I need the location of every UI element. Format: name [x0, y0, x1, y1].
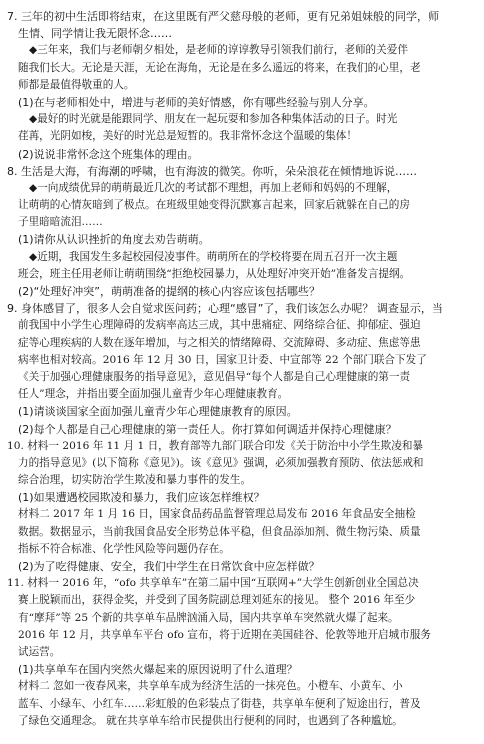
material-line: 了绿色交通理念。 就在共享单车给市民提供出行便利的同时，也遇到了各种尴尬。	[18, 714, 403, 727]
sub-question: (2)每个人都是自己心理健康的第一责任人。你打算如何调适并保持心理健康？	[18, 422, 397, 436]
material-line: 子里暗暗流泪……	[18, 216, 103, 229]
material-line: 随我们长大。无论是天涯，无论在海角，无论是在多么遥远的将来，在我们的心里，老	[18, 61, 421, 74]
material-line: 师都是最值得敬重的人。	[18, 78, 135, 91]
question-stem-line: 9. 身体感冒了，很多人会自觉求医问药；心理“感冒”了，我们该怎么办呢？ 调查显示，当	[7, 302, 443, 316]
material-line: 有“摩拜”等 25 个新的共享单车品牌汹涌入局，国内共享单车突然就火爆了起来。	[18, 611, 399, 624]
material-line: 任人”理念，并指出要全面加强儿童青少年心理健康教育。	[18, 388, 289, 401]
sub-question: (1)如果遭遇校园欺凌和暴力，我们应该怎样维权？	[18, 491, 265, 505]
question-stem-line: 7. 三年的初中生活即将结束，在这里既有严父慈母般的老师，更有兄弟姐妹般的同学，师	[7, 10, 439, 23]
material-line: 数据。数据显示，当前我国食品安全形势总体平稳，但食品添加剂、微生物污染、质量	[18, 525, 421, 538]
question-stem-line: 生情、同学情让我无限怀念……	[18, 27, 172, 41]
material-line: 让萌萌的心情灰暗到了极点。在班级里她变得沉默寡言起来，回家后就躲在自己的房	[18, 199, 410, 212]
material-line: 蓝车、小绿车、小红车……彩虹般的色彩装点了街巷，共享单车便利了短途出行，普及	[18, 697, 421, 710]
question-11	[7, 575, 479, 730]
material-line: 赛上脱颖而出，获得金奖，并受到了国务院副总理刘延东的接见。 整个 2016 年至少	[18, 594, 416, 607]
sub-question: (1)请你从认识挫折的角度去劝告萌萌。	[18, 233, 210, 247]
material-line: 材料二 2017 年 1 月 16 日，国家食品药品监督管理总局发布 2016 年食品安全抽检	[18, 508, 416, 521]
material-line: 症等心理疾病的人数在逐年增加，与之相关的情绪障碍、交流障碍、多动症、焦虑等患	[18, 336, 421, 349]
material-line: 前我国中小学生心理障碍的发病率高达三成，其中患痛症、网络综合征、抑郁症、强迫	[18, 319, 421, 332]
question-9	[7, 300, 479, 438]
material-line: ◆最好的时光就是能跟同学、朋友在一起玩耍和参加各种集体活动的日子。时光	[29, 113, 398, 126]
sub-question: (2)说说非常怀念这个班集体的理由。	[18, 147, 199, 161]
question-stem-line: 8. 生活是大海，有海潮的呼啸，也有海波的微笑。你听，朵朵浪花在倾情地诉说……	[7, 164, 417, 178]
question-10	[7, 438, 479, 576]
sub-question: (1)请谈谈国家全面加强儿童青少年心理健康教育的原因。	[18, 405, 298, 419]
material-line: 《关于加强心理健康服务的指导意见》，意见倡导“每个人都是自己心理健康的第一责	[18, 370, 411, 383]
material-line: ◆近期，我国发生多起校园侵凌事件。萌萌所在的学校将要在周五召开一次主题	[29, 250, 398, 263]
sub-question: (2)为了吃得健康、安全，我们中学生在日常饮食中应怎样做？	[18, 560, 320, 573]
material-line: 材料二 忽如一夜春风来，共享单车成为经济生活的一抹亮色。小橙车、小黄车、小	[18, 680, 403, 693]
material-line: 2016 年 12 月，共享单车平台 ofo 宣布，将于近期在美国硅谷、伦敦等地开启城市服务	[18, 628, 431, 641]
material-line: 班会，班主任用老师让萌萌围绕“拒绝校园暴力，从处理好冲突开始”准备发言提纲。	[18, 267, 411, 280]
material-line: ◆三年来，我们与老师朝夕相处，是老师的谆谆教导引领我们前行，老师的关爱伴	[29, 44, 408, 57]
material-line: 试运营。	[18, 645, 61, 658]
sub-question: (1)在与老师相处中，增进与老师的美好情感，你有哪些经验与别人分享。	[18, 95, 375, 109]
material-line: 指标不符合标准、化学性风险等问题仍存在。	[18, 542, 230, 555]
material-line: 10. 材料一 2016 年 11 月 1 日，教育部等九部门联合印发《关于防治中小学生欺凌和暴	[7, 439, 424, 452]
sub-question: (1)共享单车在国内突然火爆起来的原因说明了什么道理？	[18, 663, 298, 677]
material-line: ◆一向成绩优异的萌萌最近几次的考试都不理想，再加上老师和妈妈的不理解，	[29, 181, 398, 194]
material-line: 力的指导意见》(以下简称《意见》)。该《意见》强调，必须加强教育预防、依法惩戒和	[18, 456, 424, 469]
question-8	[7, 163, 479, 301]
material-line: 11. 材料一 2016 年，“ofo 共享单车”在第二届中国“互联网+”大学生创新创业全国总决	[7, 577, 419, 590]
material-line: 荏苒，光阴如梭，美好的时光总是短暂的。我非常怀念这个温暖的集体！	[18, 130, 357, 143]
question-7	[7, 8, 479, 163]
material-line: 病率也相对较高。2016 年 12 月 30 日，国家卫计委、中宣部等 22 个部门联合下发了	[18, 353, 427, 366]
sub-question: (2)“处理好冲突”，萌萌准备的提纲的核心内容应该包括哪些？	[18, 285, 320, 298]
material-line: 综合治理，切实防治学生欺凌和暴力事件的发生。	[18, 474, 252, 487]
